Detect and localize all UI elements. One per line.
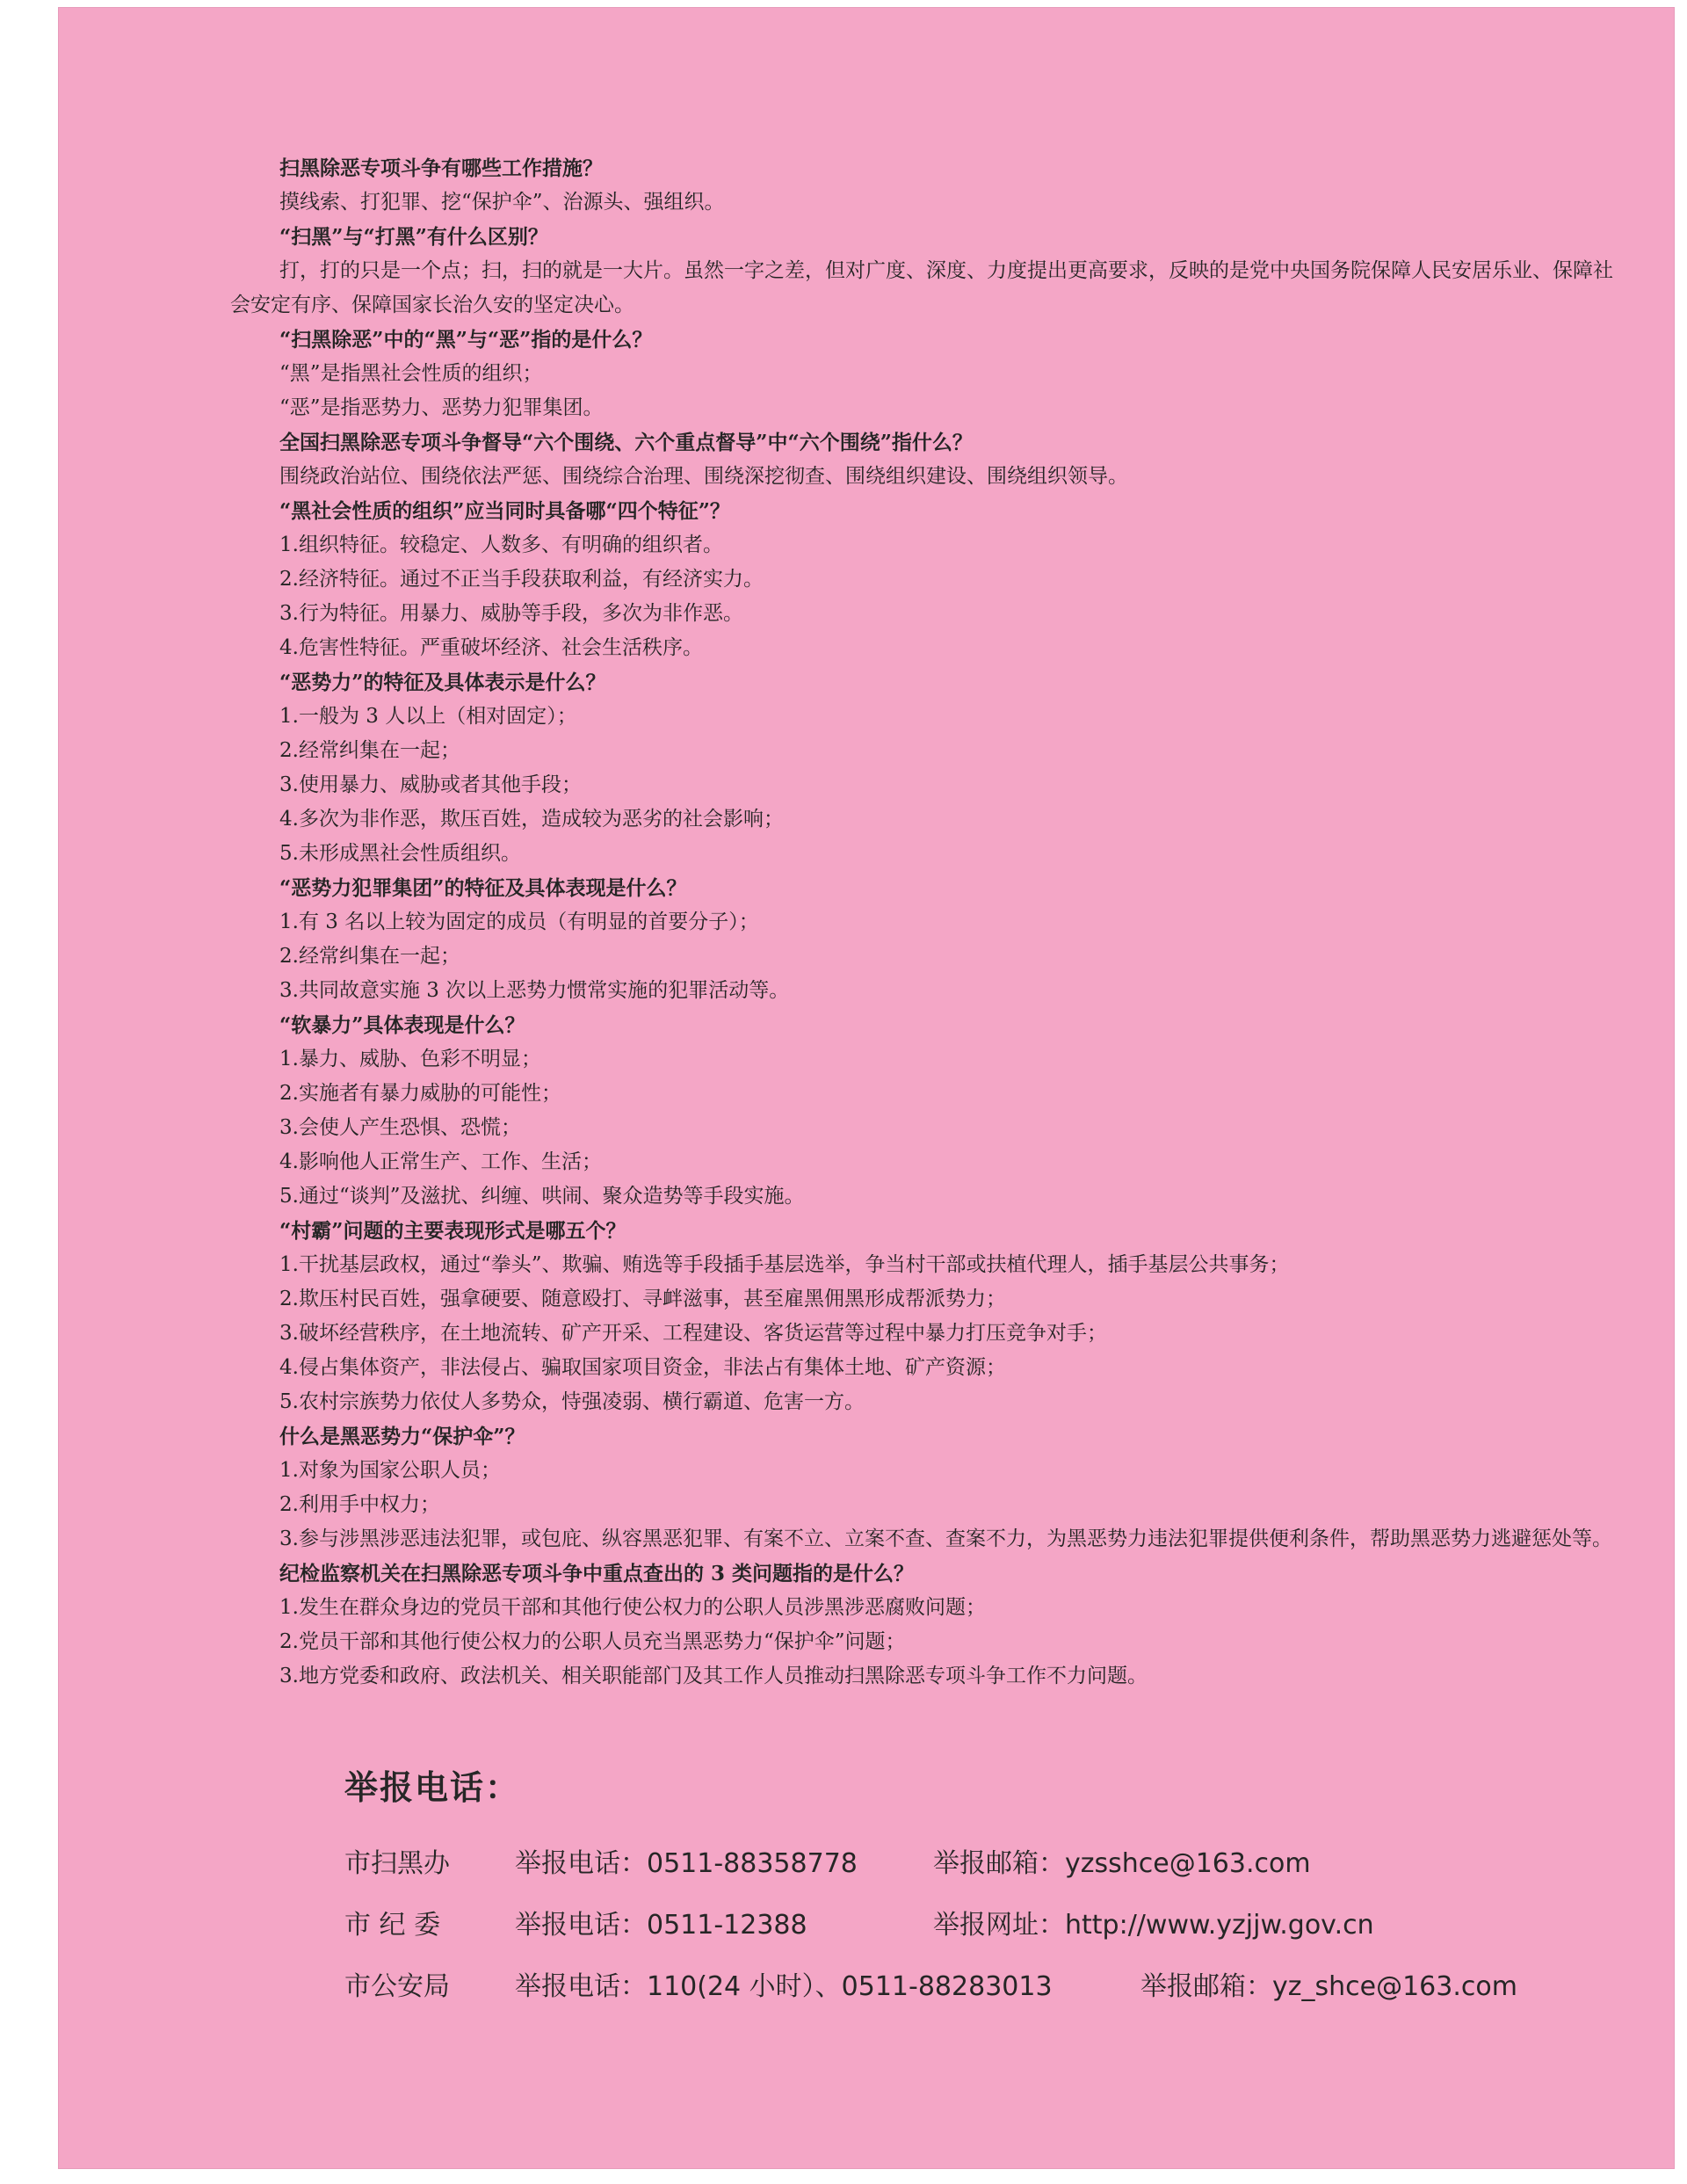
contact-row bbox=[344, 1956, 1662, 2018]
qa-section bbox=[230, 151, 1624, 1694]
answer-line: 5.通过“谈判”及滋扰、纠缠、哄闹、聚众造势等手段实施。 bbox=[279, 1185, 805, 1208]
answer-line: 2.经济特征。通过不正当手段获取利益，有经济实力。 bbox=[279, 568, 764, 591]
contact-org: 市公安局 bbox=[344, 1971, 450, 2002]
contact-org: 市扫黑办 bbox=[344, 1848, 450, 1879]
answer-line: 2.利用手中权力； bbox=[279, 1493, 440, 1516]
question-heading: “软暴力”具体表现是什么？ bbox=[279, 1013, 525, 1037]
answer-line: 2.经常纠集在一起； bbox=[279, 739, 460, 762]
question-heading: “黑社会性质的组织”应当同时具备哪“四个特征”？ bbox=[279, 499, 730, 523]
answer-line: 围绕政治站位、围绕依法严惩、围绕综合治理、围绕深挖彻查、围绕组织建设、围绕组织领导。 bbox=[279, 465, 1128, 488]
answer-line: 4.多次为非作恶，欺压百姓，造成较为恶劣的社会影响； bbox=[279, 808, 784, 831]
answer-line: 4.侵占集体资产，非法侵占、骗取国家项目资金，非法占有集体土地、矿产资源； bbox=[279, 1356, 1006, 1379]
contact-phone: 举报电话：0511-88358778 bbox=[515, 1848, 858, 1879]
answer-line: 5.农村宗族势力依仗人多势众，恃强凌弱、横行霸道、危害一方。 bbox=[279, 1390, 865, 1413]
question-heading: 扫黑除恶专项斗争有哪些工作措施？ bbox=[279, 156, 603, 180]
report-contacts bbox=[344, 1765, 1662, 2018]
answer-line: 1.暴力、威胁、色彩不明显； bbox=[279, 1048, 541, 1070]
answer-line: 1.组织特征。较稳定、人数多、有明确的组织者。 bbox=[279, 533, 723, 556]
question-heading: 全国扫黑除恶专项斗争督导“六个围绕、六个重点督导”中“六个围绕”指什么？ bbox=[279, 431, 973, 454]
answer-line: 1.对象为国家公职人员； bbox=[279, 1459, 501, 1482]
answer-line: 1.有 3 名以上较为固定的成员（有明显的首要分子）； bbox=[279, 911, 759, 933]
contact-phone: 举报电话：110(24 小时）、0511-88283013 bbox=[515, 1971, 1053, 2002]
answer-line: 3.会使人产生恐惧、恐慌； bbox=[279, 1116, 521, 1139]
contact-org: 市 纪 委 bbox=[344, 1910, 441, 1941]
question-heading: “扫黑除恶”中的“黑”与“恶”指的是什么？ bbox=[279, 328, 653, 352]
contact-row bbox=[344, 1895, 1662, 1956]
answer-line: 2.实施者有暴力威胁的可能性； bbox=[279, 1082, 561, 1105]
pink-flyer-sheet bbox=[58, 7, 1675, 2169]
contact-row bbox=[344, 1833, 1662, 1895]
report-rows bbox=[344, 1833, 1662, 2018]
answer-line: 1.干扰基层政权，通过“拳头”、欺骗、贿选等手段插手基层选举，争当村干部或扶植代理人，插手基层公共事务； bbox=[279, 1253, 1290, 1276]
answer-line: 1.发生在群众身边的党员干部和其他行使公权力的公职人员涉黑涉恶腐败问题； bbox=[279, 1596, 986, 1619]
answer-line: 打，打的只是一个点；扫，扫的就是一大片。虽然一字之差，但对广度、深度、力度提出更高要求，反映的是党中央国务院保障人民安居乐业、保障社会安定有序、保障国家长治久安的坚定决心。 bbox=[230, 259, 1613, 316]
answer-line: 3.地方党委和政府、政法机关、相关职能部门及其工作人员推动扫黑除恶专项斗争工作不力问题。 bbox=[279, 1665, 1148, 1687]
answer-line: “恶”是指恶势力、恶势力犯罪集团。 bbox=[279, 396, 604, 419]
answer-line: 4.危害性特征。严重破坏经济、社会生活秩序。 bbox=[279, 636, 703, 659]
question-heading: “恶势力”的特征及具体表示是什么？ bbox=[279, 671, 606, 694]
answer-line: 摸线索、打犯罪、挖“保护伞”、治源头、强组织。 bbox=[279, 191, 725, 214]
answer-line: 3.共同故意实施 3 次以上恶势力惯常实施的犯罪活动等。 bbox=[279, 979, 790, 1002]
contact-email-or-url: 举报网址：http://www.yzjjw.gov.cn bbox=[933, 1910, 1374, 1941]
answer-line: 5.未形成黑社会性质组织。 bbox=[279, 842, 521, 865]
answer-line: 4.影响他人正常生产、工作、生活； bbox=[279, 1150, 602, 1173]
answer-line: 1.一般为 3 人以上（相对固定）； bbox=[279, 705, 577, 728]
contact-email-or-url: 举报邮箱：yz_shce@163.com bbox=[1140, 1971, 1517, 2002]
answer-line: 2.欺压村民百姓，强拿硬要、随意殴打、寻衅滋事，甚至雇黑佣黑形成帮派势力； bbox=[279, 1288, 1006, 1310]
report-title: 举报电话： bbox=[344, 1768, 521, 1807]
answer-line: 3.破坏经营秩序，在土地流转、矿产开采、工程建设、客货运营等过程中暴力打压竞争对手； bbox=[279, 1322, 1107, 1345]
answer-line: 3.行为特征。用暴力、威胁等手段，多次为非作恶。 bbox=[279, 602, 743, 625]
question-heading: “恶势力犯罪集团”的特征及具体表现是什么？ bbox=[279, 876, 687, 900]
answer-line: 3.参与涉黑涉恶违法犯罪，或包庇、纵容黑恶犯罪、有案不立、立案不查、查案不力，为黑恶势力违法犯罪提供便利条件，帮助黑恶势力逃避惩处等。 bbox=[279, 1527, 1612, 1550]
answer-line: 2.党员干部和其他行使公权力的公职人员充当黑恶势力“保护伞”问题； bbox=[279, 1630, 906, 1653]
question-heading: 什么是黑恶势力“保护伞”？ bbox=[279, 1425, 525, 1448]
contact-email-or-url: 举报邮箱：yzsshce@163.com bbox=[933, 1848, 1311, 1879]
answer-line: 2.经常纠集在一起； bbox=[279, 945, 460, 968]
answer-line: “黑”是指黑社会性质的组织； bbox=[279, 362, 543, 385]
answer-line: 3.使用暴力、威胁或者其他手段； bbox=[279, 773, 582, 796]
question-heading: “扫黑”与“打黑”有什么区别？ bbox=[279, 225, 548, 249]
question-heading: 纪检监察机关在扫黑除恶专项斗争中重点查出的 3 类问题指的是什么？ bbox=[279, 1562, 915, 1585]
question-heading: “村霸”问题的主要表现形式是哪五个？ bbox=[279, 1219, 626, 1243]
contact-phone: 举报电话：0511-12388 bbox=[515, 1910, 807, 1941]
